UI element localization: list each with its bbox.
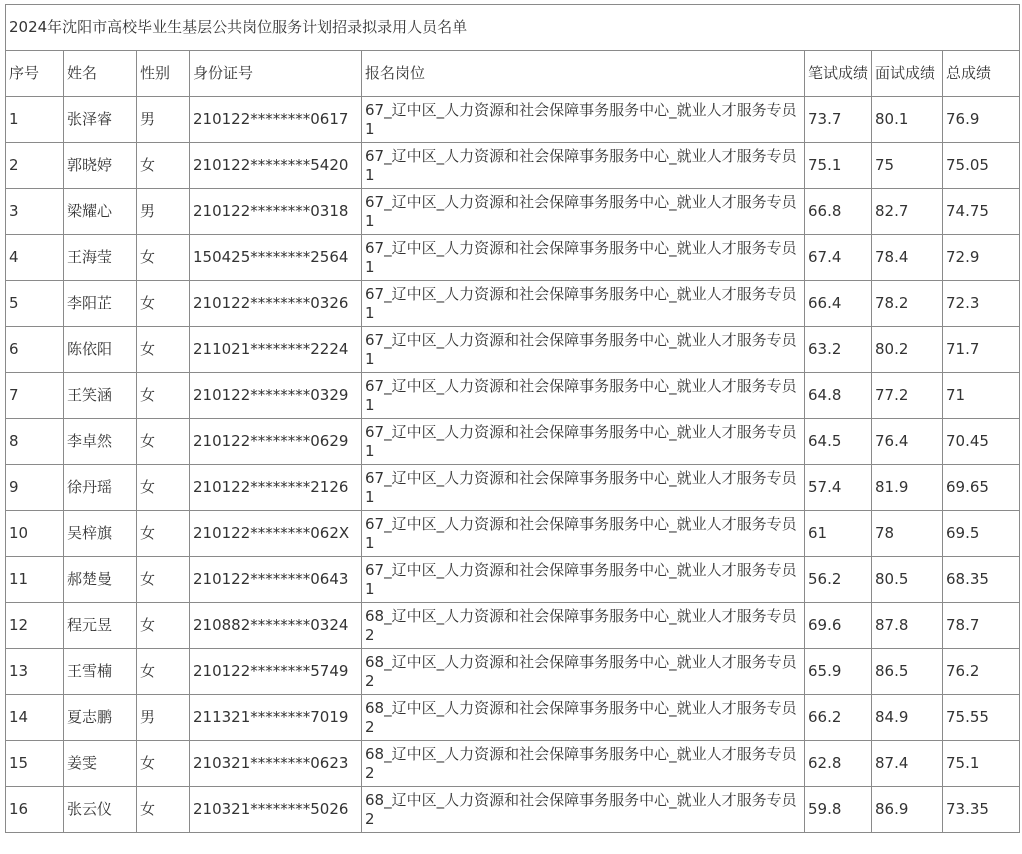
cell-total-score: 76.2 — [943, 649, 1020, 695]
cell-id-number: 210321********0623 — [190, 741, 362, 787]
cell-id-number: 210122********5749 — [190, 649, 362, 695]
cell-total-score: 68.35 — [943, 557, 1020, 603]
table-row — [6, 557, 1020, 603]
cell-name: 李阳芷 — [64, 281, 137, 327]
cell-gender: 女 — [137, 649, 190, 695]
cell-written-score: 73.7 — [805, 97, 872, 143]
cell-id-number: 210122********0629 — [190, 419, 362, 465]
table-row — [6, 419, 1020, 465]
cell-interview-score: 80.5 — [872, 557, 943, 603]
cell-interview-score: 78.2 — [872, 281, 943, 327]
cell-no: 2 — [6, 143, 64, 189]
cell-no: 5 — [6, 281, 64, 327]
cell-no: 15 — [6, 741, 64, 787]
header-total-score: 总成绩 — [943, 51, 1020, 97]
cell-written-score: 66.8 — [805, 189, 872, 235]
cell-post: 67_辽中区_人力资源和社会保障事务服务中心_就业人才服务专员1 — [362, 465, 805, 511]
cell-interview-score: 81.9 — [872, 465, 943, 511]
cell-interview-score: 82.7 — [872, 189, 943, 235]
cell-total-score: 72.3 — [943, 281, 1020, 327]
cell-total-score: 72.9 — [943, 235, 1020, 281]
cell-name: 李卓然 — [64, 419, 137, 465]
cell-name: 张泽睿 — [64, 97, 137, 143]
cell-written-score: 69.6 — [805, 603, 872, 649]
cell-post: 67_辽中区_人力资源和社会保障事务服务中心_就业人才服务专员1 — [362, 97, 805, 143]
table-row — [6, 97, 1020, 143]
cell-no: 13 — [6, 649, 64, 695]
header-gender: 性别 — [137, 51, 190, 97]
cell-name: 夏志鹏 — [64, 695, 137, 741]
cell-post: 67_辽中区_人力资源和社会保障事务服务中心_就业人才服务专员1 — [362, 327, 805, 373]
table-row — [6, 649, 1020, 695]
cell-interview-score: 76.4 — [872, 419, 943, 465]
cell-name: 张云仪 — [64, 787, 137, 833]
cell-gender: 女 — [137, 787, 190, 833]
cell-total-score: 75.05 — [943, 143, 1020, 189]
cell-no: 16 — [6, 787, 64, 833]
cell-post: 68_辽中区_人力资源和社会保障事务服务中心_就业人才服务专员2 — [362, 787, 805, 833]
cell-post: 67_辽中区_人力资源和社会保障事务服务中心_就业人才服务专员1 — [362, 511, 805, 557]
table-row — [6, 373, 1020, 419]
cell-post: 68_辽中区_人力资源和社会保障事务服务中心_就业人才服务专员2 — [362, 695, 805, 741]
cell-interview-score: 77.2 — [872, 373, 943, 419]
cell-interview-score: 80.1 — [872, 97, 943, 143]
header-name: 姓名 — [64, 51, 137, 97]
roster-table-container — [5, 4, 1020, 833]
cell-total-score: 71.7 — [943, 327, 1020, 373]
cell-total-score: 69.5 — [943, 511, 1020, 557]
cell-interview-score: 80.2 — [872, 327, 943, 373]
cell-id-number: 210122********0329 — [190, 373, 362, 419]
cell-interview-score: 78 — [872, 511, 943, 557]
table-row — [6, 143, 1020, 189]
cell-name: 程元昱 — [64, 603, 137, 649]
cell-gender: 女 — [137, 143, 190, 189]
cell-total-score: 75.55 — [943, 695, 1020, 741]
roster-table — [5, 4, 1020, 833]
cell-post: 68_辽中区_人力资源和社会保障事务服务中心_就业人才服务专员2 — [362, 741, 805, 787]
cell-total-score: 69.65 — [943, 465, 1020, 511]
cell-no: 7 — [6, 373, 64, 419]
cell-no: 3 — [6, 189, 64, 235]
table-row — [6, 741, 1020, 787]
cell-gender: 女 — [137, 511, 190, 557]
cell-no: 14 — [6, 695, 64, 741]
cell-post: 68_辽中区_人力资源和社会保障事务服务中心_就业人才服务专员2 — [362, 649, 805, 695]
cell-id-number: 150425********2564 — [190, 235, 362, 281]
cell-written-score: 56.2 — [805, 557, 872, 603]
cell-id-number: 210122********062X — [190, 511, 362, 557]
cell-gender: 女 — [137, 603, 190, 649]
table-row — [6, 235, 1020, 281]
cell-gender: 女 — [137, 465, 190, 511]
cell-gender: 女 — [137, 741, 190, 787]
table-row — [6, 189, 1020, 235]
header-interview-score: 面试成绩 — [872, 51, 943, 97]
header-no: 序号 — [6, 51, 64, 97]
cell-total-score: 76.9 — [943, 97, 1020, 143]
cell-written-score: 59.8 — [805, 787, 872, 833]
table-row — [6, 281, 1020, 327]
cell-id-number: 210122********0617 — [190, 97, 362, 143]
table-row — [6, 603, 1020, 649]
cell-name: 王雪楠 — [64, 649, 137, 695]
header-row — [6, 51, 1020, 97]
cell-post: 67_辽中区_人力资源和社会保障事务服务中心_就业人才服务专员1 — [362, 419, 805, 465]
cell-total-score: 78.7 — [943, 603, 1020, 649]
cell-post: 67_辽中区_人力资源和社会保障事务服务中心_就业人才服务专员1 — [362, 189, 805, 235]
cell-name: 梁耀心 — [64, 189, 137, 235]
cell-gender: 女 — [137, 327, 190, 373]
cell-post: 67_辽中区_人力资源和社会保障事务服务中心_就业人才服务专员1 — [362, 557, 805, 603]
cell-post: 68_辽中区_人力资源和社会保障事务服务中心_就业人才服务专员2 — [362, 603, 805, 649]
cell-total-score: 75.1 — [943, 741, 1020, 787]
cell-written-score: 66.2 — [805, 695, 872, 741]
page-title: 2024年沈阳市高校毕业生基层公共岗位服务计划招录拟录用人员名单 — [6, 5, 1020, 51]
cell-written-score: 61 — [805, 511, 872, 557]
cell-name: 吴梓旗 — [64, 511, 137, 557]
cell-interview-score: 78.4 — [872, 235, 943, 281]
cell-interview-score: 84.9 — [872, 695, 943, 741]
cell-written-score: 66.4 — [805, 281, 872, 327]
cell-gender: 男 — [137, 695, 190, 741]
table-row — [6, 787, 1020, 833]
cell-no: 12 — [6, 603, 64, 649]
cell-gender: 男 — [137, 189, 190, 235]
cell-written-score: 57.4 — [805, 465, 872, 511]
cell-name: 郝楚曼 — [64, 557, 137, 603]
cell-interview-score: 87.8 — [872, 603, 943, 649]
title-row — [6, 5, 1020, 51]
cell-written-score: 67.4 — [805, 235, 872, 281]
header-post: 报名岗位 — [362, 51, 805, 97]
cell-id-number: 210321********5026 — [190, 787, 362, 833]
cell-no: 1 — [6, 97, 64, 143]
cell-gender: 女 — [137, 557, 190, 603]
table-row — [6, 465, 1020, 511]
cell-total-score: 71 — [943, 373, 1020, 419]
cell-name: 郭晓婷 — [64, 143, 137, 189]
cell-no: 11 — [6, 557, 64, 603]
table-row — [6, 511, 1020, 557]
cell-written-score: 75.1 — [805, 143, 872, 189]
cell-id-number: 210122********5420 — [190, 143, 362, 189]
cell-interview-score: 86.5 — [872, 649, 943, 695]
roster-table-body — [6, 5, 1020, 833]
cell-gender: 女 — [137, 373, 190, 419]
cell-id-number: 210122********0326 — [190, 281, 362, 327]
cell-written-score: 65.9 — [805, 649, 872, 695]
cell-name: 王海莹 — [64, 235, 137, 281]
cell-id-number: 210122********2126 — [190, 465, 362, 511]
cell-no: 8 — [6, 419, 64, 465]
cell-no: 4 — [6, 235, 64, 281]
cell-gender: 女 — [137, 419, 190, 465]
cell-post: 67_辽中区_人力资源和社会保障事务服务中心_就业人才服务专员1 — [362, 235, 805, 281]
cell-id-number: 210882********0324 — [190, 603, 362, 649]
header-id-number: 身份证号 — [190, 51, 362, 97]
cell-gender: 男 — [137, 97, 190, 143]
cell-id-number: 210122********0318 — [190, 189, 362, 235]
cell-id-number: 211321********7019 — [190, 695, 362, 741]
cell-gender: 女 — [137, 235, 190, 281]
cell-total-score: 74.75 — [943, 189, 1020, 235]
cell-name: 陈依阳 — [64, 327, 137, 373]
table-row — [6, 695, 1020, 741]
cell-no: 10 — [6, 511, 64, 557]
cell-post: 67_辽中区_人力资源和社会保障事务服务中心_就业人才服务专员1 — [362, 281, 805, 327]
table-row — [6, 327, 1020, 373]
cell-no: 6 — [6, 327, 64, 373]
cell-interview-score: 87.4 — [872, 741, 943, 787]
cell-post: 67_辽中区_人力资源和社会保障事务服务中心_就业人才服务专员1 — [362, 373, 805, 419]
cell-name: 姜雯 — [64, 741, 137, 787]
cell-total-score: 73.35 — [943, 787, 1020, 833]
cell-name: 徐丹瑶 — [64, 465, 137, 511]
cell-written-score: 64.5 — [805, 419, 872, 465]
cell-id-number: 211021********2224 — [190, 327, 362, 373]
cell-interview-score: 75 — [872, 143, 943, 189]
cell-post: 67_辽中区_人力资源和社会保障事务服务中心_就业人才服务专员1 — [362, 143, 805, 189]
cell-written-score: 64.8 — [805, 373, 872, 419]
cell-gender: 女 — [137, 281, 190, 327]
cell-id-number: 210122********0643 — [190, 557, 362, 603]
header-written-score: 笔试成绩 — [805, 51, 872, 97]
cell-interview-score: 86.9 — [872, 787, 943, 833]
cell-written-score: 63.2 — [805, 327, 872, 373]
cell-total-score: 70.45 — [943, 419, 1020, 465]
cell-written-score: 62.8 — [805, 741, 872, 787]
cell-no: 9 — [6, 465, 64, 511]
cell-name: 王笑涵 — [64, 373, 137, 419]
